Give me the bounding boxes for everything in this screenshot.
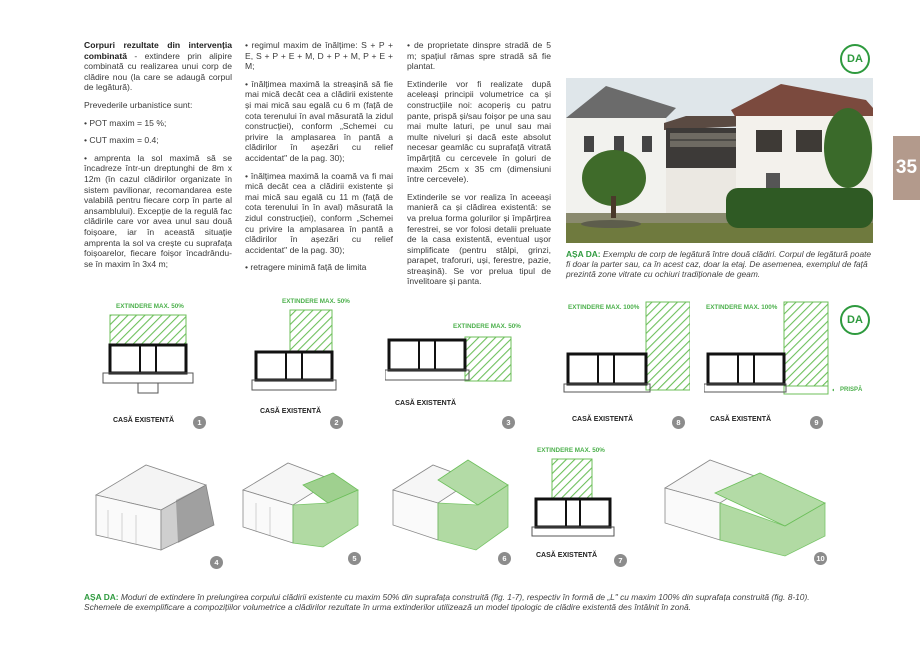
photo-caption-text: Exemplu de corp de legătură între două clădiri. Corpul de legătură poate fi doar la parter sau, ca în acest caz, doar la etaj. De asemenea, exemplul de față prezintă zone vitrate cu ochiuri tradiționale de geam. [566, 249, 872, 279]
da-badge-plans: DA [840, 305, 870, 335]
house-photo [566, 78, 873, 243]
floor-plan-1 [100, 300, 220, 420]
figure-10 [660, 448, 830, 570]
regim-item: • regimul maxim de înălțime: S + P + E, S + P + E + M, D + P + M, P + E + M; [245, 40, 393, 72]
extension-label: EXTINDERE MAX. 50% [453, 323, 521, 330]
extension-label: EXTINDERE MAX. 50% [537, 447, 605, 454]
volume-sketch-5 [238, 455, 368, 555]
proprietate-item: • de proprietate dinspre stradă de 5 m; spațiul rămas spre stradă să fie plantat. [407, 40, 551, 72]
maniera-paragraph: Extinderile se vor realiza în aceeași manieră ca și clădirea existentă: se va prelua forma golurilor și împărțirea ferestrei, se vor folosi detalii preluate de la casa existentă, eventual ușor simplificate (pentru stâlpi, grinzi, parapet, traforuri, uși, ferestre, pazie, streașină). Se vor prelua tipul de învelitoare și panta. [407, 191, 551, 287]
streasina-item: • înălțimea maximă la streașină să fie mai mică decât cea a clădirii existente și mai mică sau egală cu 6 m (față de cota terenului în aval măsurată la zidul construcției), conform „Schemei cu privire la amplasarea în pantă a clădirilor în așezări cu relief accidentat" de la pag. 30); [245, 78, 393, 163]
photo-caption [566, 250, 874, 279]
section-heading: Corpuri rezultate din intervenția combinată [84, 40, 232, 61]
text-column-2 [245, 40, 393, 280]
floor-plan-7 [530, 444, 640, 554]
photo-caption-lead: AȘA DA: [566, 249, 601, 259]
retragere-item: • retragere minimă față de limita [245, 262, 367, 273]
coama-item: • înălțimea maximă la coamă va fi mai mică decât cea a clădirii existente și mai mică sau egală cu 11 m (față de cota terenului în în aval) măsurată la zidul construcției), conform „Schemei cu privire la amplasarea în pantă a clădirilor în așezări cu relief accidentat" de la pag. 30); [245, 170, 393, 255]
figure-1 [100, 300, 220, 430]
figure-4 [86, 455, 226, 570]
extinderile-paragraph: Extinderile vor fi realizate după aceleași principii volumetrice ca și construcțiile noi: acoperiș cu patru pante, prispă și/sau foișor pe una sau mai multe laturi, pe unul sau mai multe niveluri și dacă este absolut necesar geamlâc cu suprafață vitrată împărțită cu cercevele în goluri de maxim 25cm x 35 cm (dimensiuni între cercevele). [407, 78, 551, 185]
floor-plan-2 [250, 296, 350, 416]
floor-plan-9 [704, 300, 834, 420]
bottom-caption-text: Moduri de extindere în prelungirea corpului clădirii existente cu maxim 50% din suprafața construită (fig. 1-7), respectiv în formă de „L" cu maxim 100% din suprafața construită (fig. 8-10). Schemele de exemplificare a compozițiilor volumetrice a clădirilor rezultate în urma extinderilor utilizează un model tipologic de clădire existentă des întâlnit în zonă. [84, 592, 810, 612]
figure-8 [560, 300, 690, 430]
figure-number: 8 [672, 416, 685, 429]
existing-house-label: CASĂ EXISTENTĂ [710, 416, 772, 423]
existing-house-label: CASĂ EXISTENTĂ [572, 416, 634, 423]
extension-label: EXTINDERE MAX. 100% [706, 304, 778, 311]
figure-number: 2 [330, 416, 343, 429]
extension-label: EXTINDERE MAX. 100% [568, 304, 640, 311]
bottom-caption [84, 593, 844, 613]
pot-item: • POT maxim = 15 %; [84, 117, 167, 128]
page-number-tab: 35 [893, 136, 920, 200]
extension-label: EXTINDERE MAX. 50% [116, 303, 184, 310]
da-badge: DA [840, 44, 870, 74]
intro-text: - extindere prin alipire combinată cu realizarea unui corp de clădire nou (la care se adaugă corpul de legătură). [84, 50, 232, 93]
floor-plan-8 [560, 300, 690, 420]
bottom-caption-lead: AȘA DA: [84, 592, 119, 602]
volume-sketch-6 [388, 455, 518, 555]
figure-number: 4 [210, 556, 223, 569]
figure-3 [385, 320, 521, 432]
text-column-1 [84, 40, 232, 276]
figure-9 [704, 300, 874, 430]
existing-house-label: CASĂ EXISTENTĂ [113, 417, 175, 424]
existing-house-label: CASĂ EXISTENTĂ [536, 552, 598, 559]
figure-number: 10 [814, 552, 827, 565]
prevederi-text: Prevederile urbanistice sunt: [84, 99, 193, 110]
existing-house-label: CASĂ EXISTENTĂ [395, 400, 457, 407]
existing-house-label: CASĂ EXISTENTĂ [260, 408, 322, 415]
figure-2 [250, 296, 350, 430]
volume-sketch-4 [86, 455, 226, 555]
figure-number: 7 [614, 554, 627, 567]
figure-7 [530, 444, 640, 570]
figure-number: 5 [348, 552, 361, 565]
volume-sketch-10 [660, 448, 830, 558]
prispa-label: PRISPĂ [840, 387, 863, 393]
text-column-3 [407, 40, 551, 294]
figure-5 [238, 455, 368, 570]
amprenta-item: • amprenta la sol maximă să se încadreze într-un dreptunghi de 8m x 12m (în cazul clădirilor organizate în sistem pavilionar, recomandarea este valabilă pentru fiecare corp în parte al ansamblului). Excepție de la regulă fac clădirile care vor avea unul sau două foișoare, iar în această situație amprenta la sol va crește cu suprafața foișoarelor, fiecare foișor încadrându-se în maxim în 3x4 m; [84, 152, 232, 269]
figure-number: 1 [193, 416, 206, 429]
figure-number: 9 [810, 416, 823, 429]
figure-number: 3 [502, 416, 515, 429]
extension-label: EXTINDERE MAX. 50% [282, 298, 350, 305]
figure-6 [388, 455, 518, 570]
cut-item: • CUT maxim = 0.4; [84, 135, 159, 146]
figure-number: 6 [498, 552, 511, 565]
